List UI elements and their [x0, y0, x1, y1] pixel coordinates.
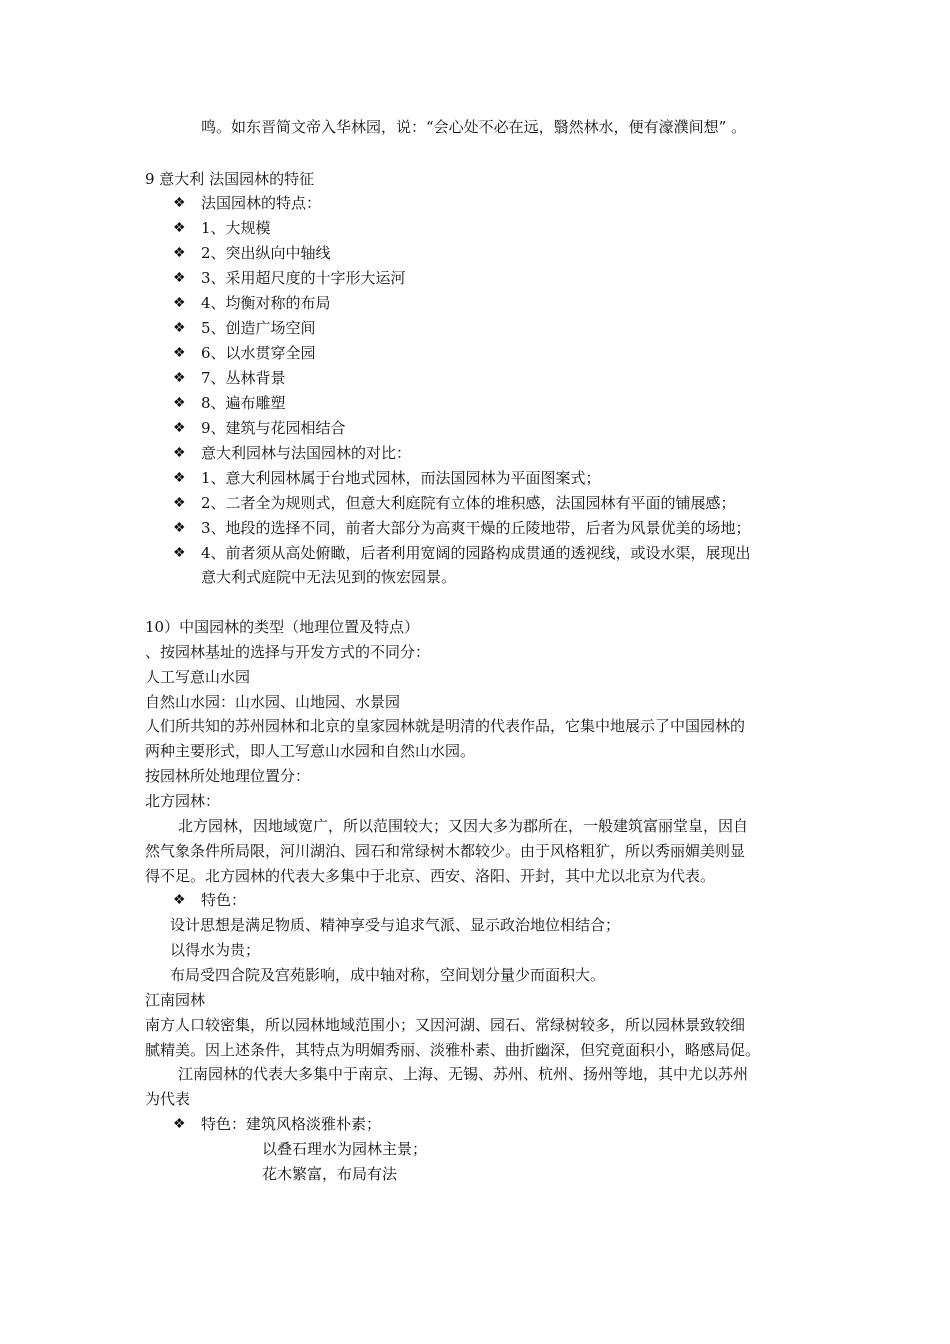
type-line: 人工写意山水园: [145, 668, 251, 686]
list-item: 3、采用超尺度的十字形大运河: [201, 269, 406, 287]
bullet-icon: ❖: [173, 195, 186, 211]
list-item: 7、丛林背景: [201, 369, 286, 387]
section-10-heading: 10）中国园林的类型（地理位置及特点）: [145, 618, 420, 636]
list-item: 5、创造广场空间: [201, 319, 316, 337]
paragraph-line: 然气象条件所局限，河川湖泊、园石和常绿树木都较少。由于风格粗犷，所以秀丽媚美则显: [145, 842, 746, 860]
list-item: 4、均衡对称的布局: [201, 294, 331, 312]
bullet-icon: ❖: [173, 470, 186, 486]
feature-line: 以叠石理水为园林主景；: [262, 1140, 428, 1158]
bullet-icon: ❖: [173, 370, 186, 386]
feature-heading: 特色：建筑风格淡雅朴素；: [201, 1115, 382, 1133]
feature-line: 布局受四合院及宫苑影响，成中轴对称，空间划分量少而面积大。: [170, 966, 606, 984]
bullet-icon: ❖: [173, 520, 186, 536]
bullet-icon: ❖: [173, 395, 186, 411]
list-item: 8、遍布雕塑: [201, 394, 286, 412]
bullet-icon: ❖: [173, 295, 186, 311]
list-item: 9、建筑与花园相结合: [201, 419, 346, 437]
section-9-heading: 9 意大利 法国园林的特征: [145, 170, 315, 188]
bullet-icon: ❖: [173, 345, 186, 361]
list-item: 2、突出纵向中轴线: [201, 244, 331, 262]
by-site-line: 、按园林基址的选择与开发方式的不同分：: [145, 643, 431, 661]
list-item: 3、地段的选择不同，前者大部分为高爽干燥的丘陵地带，后者为风景优美的场地；: [201, 519, 751, 537]
type-line: 自然山水园：山水园、山地园、水景园: [145, 693, 401, 711]
bullet-icon: ❖: [173, 320, 186, 336]
feature-line: 花木繁富，布局有法: [262, 1165, 398, 1183]
list-item: 4、前者须从高处俯瞰，后者利用宽阔的园路构成贯通的透视线，或设水渠，展现出: [201, 544, 751, 562]
french-features-heading: 法国园林的特点：: [201, 194, 322, 212]
bullet-icon: ❖: [173, 1116, 186, 1132]
paragraph-line: 北方园林，因地域宽广，所以范围较大；又因大多为郡所在，一般建筑富丽堂皇，因自: [178, 817, 749, 835]
feature-heading: 特色：: [201, 891, 247, 909]
bullet-icon: ❖: [173, 892, 186, 908]
list-item: 6、以水贯穿全园: [201, 344, 316, 362]
intro-line: 鸣。如东晋简文帝入华林园，说：“会心处不必在远，翳然林水，便有濠濮间想” 。: [201, 118, 747, 136]
list-item-continuation: 意大利式庭院中无法见到的恢宏园景。: [201, 568, 457, 586]
feature-line: 以得水为贵；: [170, 941, 261, 959]
by-geo-line: 按园林所处地理位置分：: [145, 767, 311, 785]
bullet-icon: ❖: [173, 245, 186, 261]
paragraph-line: 腻精美。因上述条件，其特点为明媚秀丽、淡雅朴素、曲折幽深，但究竟面积小，略感局促。: [145, 1041, 761, 1059]
list-item: 2、二者全为规则式，但意大利庭院有立体的堆积感，法国园林有平面的铺展感；: [201, 494, 736, 512]
comparison-heading: 意大利园林与法国园林的对比：: [201, 444, 412, 462]
paragraph-line: 得不足。北方园林的代表大多集中于北京、西安、洛阳、开封，其中尤以北京为代表。: [145, 867, 716, 885]
paragraph-line: 南方人口较密集，所以园林地域范围小；又因河湖、园石、常绿树较多，所以园林景致较细: [145, 1016, 746, 1034]
north-heading: 北方园林：: [145, 792, 221, 810]
list-item: 1、大规模: [201, 219, 271, 237]
bullet-icon: ❖: [173, 445, 186, 461]
list-item: 1、意大利园林属于台地式园林，而法国园林为平面图案式；: [201, 469, 601, 487]
paragraph-line: 为代表: [145, 1090, 191, 1108]
bullet-icon: ❖: [173, 495, 186, 511]
paragraph-line: 两种主要形式，即人工写意山水园和自然山水园。: [145, 742, 476, 760]
paragraph-line: 江南园林的代表大多集中于南京、上海、无锡、苏州、杭州、扬州等地，其中尤以苏州: [178, 1065, 749, 1083]
bullet-icon: ❖: [173, 545, 186, 561]
south-heading: 江南园林: [145, 991, 206, 1009]
bullet-icon: ❖: [173, 220, 186, 236]
feature-line: 设计思想是满足物质、精神享受与追求气派、显示政治地位相结合；: [170, 916, 621, 934]
bullet-icon: ❖: [173, 270, 186, 286]
paragraph-line: 人们所共知的苏州园林和北京的皇家园林就是明清的代表作品，它集中地展示了中国园林的: [145, 717, 746, 735]
bullet-icon: ❖: [173, 420, 186, 436]
